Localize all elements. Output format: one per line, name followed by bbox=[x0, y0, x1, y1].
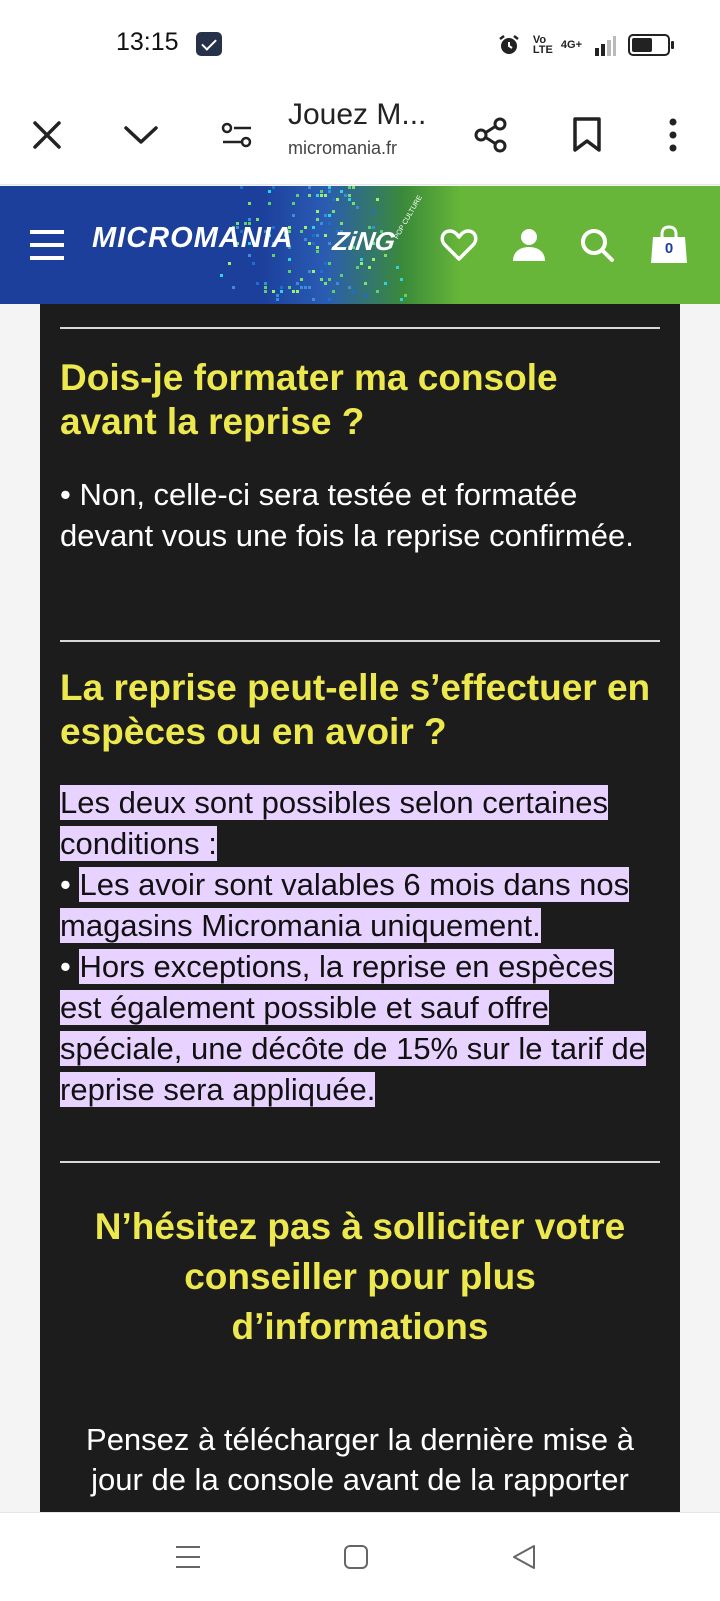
share-button[interactable] bbox=[468, 112, 514, 158]
home-button[interactable] bbox=[334, 1535, 378, 1579]
share-icon bbox=[472, 116, 510, 154]
section-divider bbox=[60, 327, 660, 329]
system-navigation-bar bbox=[0, 1512, 720, 1601]
user-icon bbox=[511, 227, 547, 263]
network-type: 4G+ bbox=[560, 39, 582, 51]
cta-heading: N’hésitez pas à solliciter votre conseiller pour plus d’informations bbox=[94, 1206, 626, 1347]
back-button[interactable] bbox=[502, 1535, 546, 1579]
volte-indicator: Vo LTE bbox=[532, 34, 553, 56]
status-bar bbox=[0, 0, 720, 86]
battery-icon bbox=[628, 34, 670, 56]
zing-tagline: POP CULTURE bbox=[393, 194, 424, 241]
menu-button[interactable] bbox=[24, 222, 70, 268]
wishlist-button[interactable] bbox=[436, 222, 482, 268]
faq-question-1: Dois-je formater ma console avant la reprise ? bbox=[60, 357, 558, 442]
more-options-button[interactable] bbox=[650, 112, 696, 158]
status-icons bbox=[497, 30, 670, 60]
account-button[interactable] bbox=[506, 222, 552, 268]
site-settings-button[interactable] bbox=[214, 112, 260, 158]
faq-question-2: La reprise peut-elle s’effectuer en espèces ou en avoir ? bbox=[60, 667, 651, 752]
info-paragraph: Pensez à télécharger la dernière mise à jour de la console avant de la rapporter bbox=[86, 1422, 634, 1497]
recent-apps-button[interactable] bbox=[166, 1535, 210, 1579]
faq-answer-1: • Non, celle-ci sera testée et formatée devant vous une fois la reprise confirmée. bbox=[60, 477, 634, 553]
cart-button[interactable] bbox=[646, 222, 692, 268]
heart-icon bbox=[440, 228, 478, 262]
close-icon bbox=[32, 120, 62, 150]
signal-icon bbox=[594, 34, 616, 56]
faq-answer-2: Les deux sont possibles selon certaines conditions : • Les avoir sont valables 6 mois dans nos magasins Micromania uniquement. • Hors exceptions, la reprise en espèces est également possible et sauf offre spéciale, une décôte de 15% sur le tarif de reprise sera appliquée. bbox=[60, 785, 646, 1107]
messenger-icon bbox=[196, 32, 222, 56]
page-title[interactable]: Jouez M... bbox=[288, 98, 427, 131]
answer-point: Les avoir sont valables 6 mois dans nos magasins Micromania uniquement. bbox=[60, 867, 630, 943]
cart-count-badge: 0 bbox=[664, 240, 674, 257]
close-tab-button[interactable] bbox=[24, 112, 70, 158]
section-divider bbox=[60, 1161, 660, 1163]
tune-icon bbox=[220, 120, 254, 150]
hamburger-icon bbox=[28, 228, 66, 262]
answer-point: Hors exceptions, la reprise en espèces est également possible et sauf offre spéciale, une décôte de 15% sur le tarif de reprise sera appliquée. bbox=[60, 949, 646, 1107]
chevron-down-icon bbox=[123, 124, 159, 146]
search-button[interactable] bbox=[574, 222, 620, 268]
minimize-button[interactable] bbox=[118, 112, 164, 158]
faq-section bbox=[40, 304, 680, 1512]
zing-logo[interactable]: ZiNG bbox=[330, 226, 398, 256]
browser-toolbar bbox=[0, 86, 720, 185]
bookmark-button[interactable] bbox=[564, 112, 610, 158]
menu-lines-icon bbox=[175, 1545, 201, 1569]
bookmark-icon bbox=[572, 117, 602, 153]
search-icon bbox=[579, 227, 615, 263]
page-url[interactable]: micromania.fr bbox=[288, 138, 398, 158]
alarm-icon bbox=[497, 33, 521, 57]
answer-intro: Les deux sont possibles selon certaines conditions : bbox=[60, 785, 608, 861]
square-icon bbox=[343, 1544, 369, 1570]
status-time: 13:15 bbox=[116, 28, 179, 56]
section-divider bbox=[60, 640, 660, 642]
back-triangle-icon bbox=[511, 1544, 537, 1570]
site-header bbox=[0, 186, 720, 304]
micromania-logo[interactable]: MICROMANIA bbox=[92, 222, 294, 254]
more-vertical-icon bbox=[668, 118, 678, 152]
